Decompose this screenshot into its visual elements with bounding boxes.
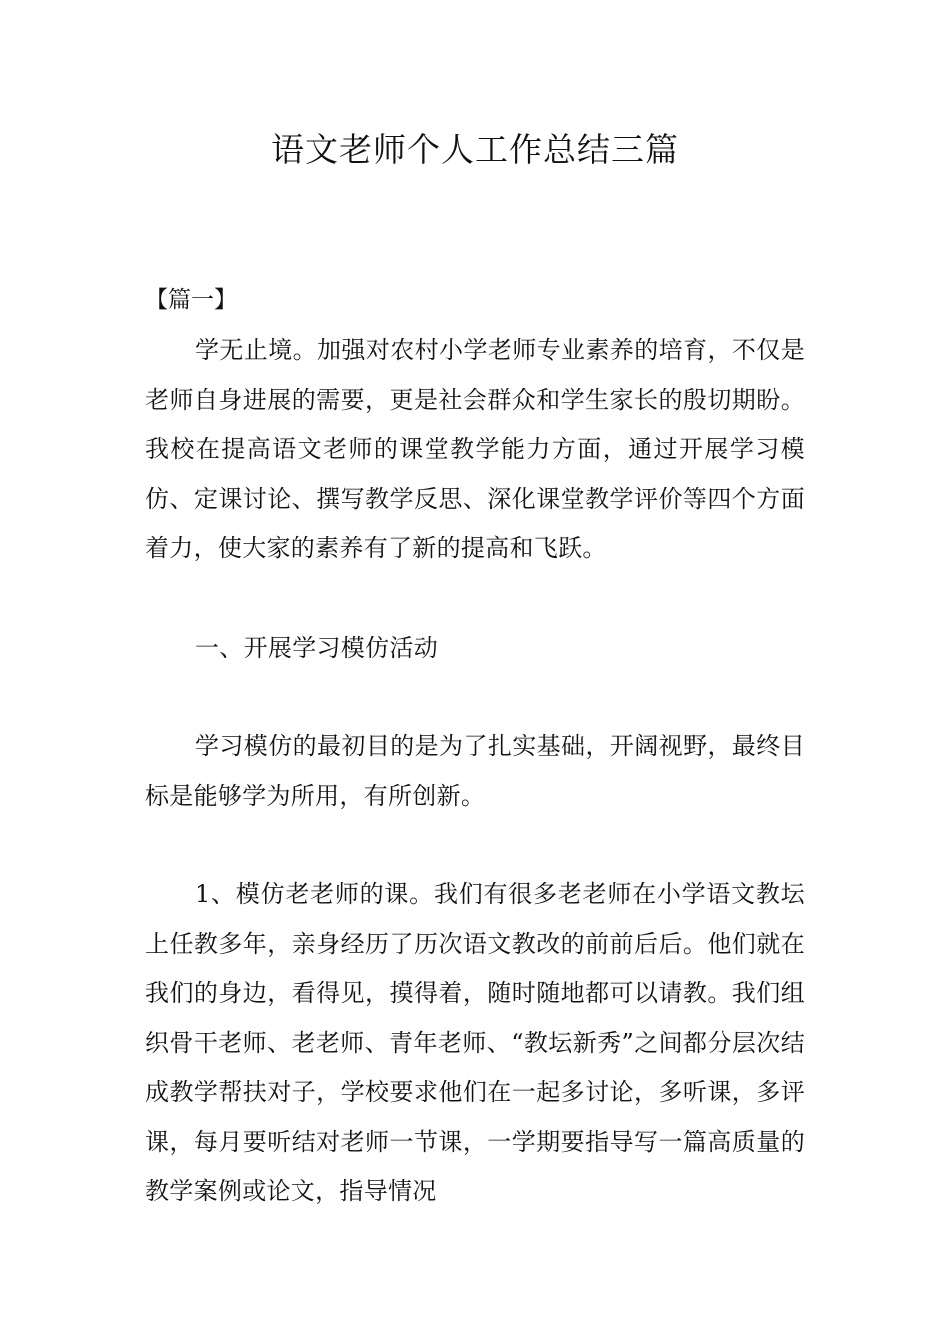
- purpose-paragraph: 学习模仿的最初目的是为了扎实基础，开阔视野，最终目标是能够学为所用，有所创新。: [145, 732, 805, 810]
- intro-paragraph: 学无止境。加强对农村小学老师专业素养的培育，不仅是老师自身进展的需要，更是社会群众和学生家长的殷切期盼。我校在提高语文老师的课堂教学能力方面，通过开展学习模仿、定课讨论、撰写教学反思、深化课堂教学评价等四个方面着力，使大家的素养有了新的提高和飞跃。: [145, 336, 805, 562]
- document-title: 语文老师个人工作总结三篇: [271, 130, 679, 169]
- section-marker: 【篇一】: [145, 287, 237, 313]
- item-1-paragraph: 1、模仿老老师的课。我们有很多老老师在小学语文教坛上任教多年，亲身经历了历次语文教改的前前后后。他们就在我们的身边，看得见，摸得着，随时随地都可以请教。我们组织骨干老师、老老师、青年老师、“教坛新秀”之间都分层次结成教学帮扶对子，学校要求他们在一起多讨论，多听课，多评课，每月要听结对老师一节课，一学期要指导写一篇高质量的教学案例或论文，指导情况: [145, 880, 805, 1205]
- section-heading: 一、开展学习模仿活动: [195, 634, 438, 662]
